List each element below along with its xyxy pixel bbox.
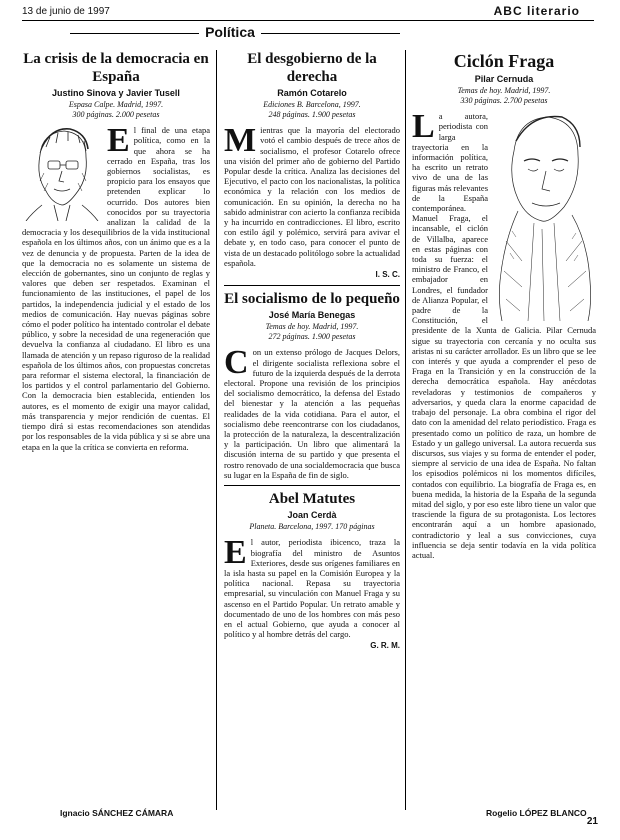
article-1	[22, 50, 210, 810]
article-1-body: l final de una etapa política, como en la que ahora se ha cerrado en España, tras los gobiernos socialistas, es propicio para los ensayos que pretenden explicar lo ocurrido. Dos autores bien conocidos por su trayectoria analizan la calidad de la democracia y los desequilibrios de la vida institucional española en los últimos años, con un ánimo que es a la vez de denuncia y de propuesta. Parten de la idea de que la democracia no es solamente un sistema de elección de gobernantes, sino un conjunto de reglas y valores que deben ser respetados. Examinan el funcionamiento de las instituciones, el papel de los partidos, la independencia judicial y el estado de los medios de comunicación. Hay nuevas páginas sobre cómo el poder político ha intentado controlar el debate público, y sobre la necesidad de una regeneración que devuelva la confianza al ciudadano. El libro es una llamada de atención y un repaso riguroso de la realidad española de los últimos años, con propuestas concretas para reformar el sistema electoral, la financiación de los partidos y el control parlamentario del Gobierno. Con la democracia bien establecida, entienden los autores, es el momento de exigir una mayor calidad, más transparencia y mejor rendición de cuentas. El tiempo dirá si estas recomendaciones son atendidas por los responsables de la vida pública y si se abre una etapa en la que la crítica se convierta en reforma.	[22, 125, 210, 452]
column-rule-1	[216, 50, 217, 810]
article-3	[224, 290, 400, 480]
article-3-authors: José María Benegas	[268, 310, 356, 321]
column-section-label	[150, 24, 310, 40]
article-4-signature: G. R. M.	[370, 641, 400, 651]
article-3-dropcap: C	[224, 344, 249, 382]
column-2	[224, 50, 400, 810]
article-4-body: l autor, periodista ibicenco, traza la biografía del ministro de Asuntos Exteriores, desde sus orígenes familiares en la isla hasta su papel en la Comisión Europea y la política nacional. Repasa su trayectoria empresarial, su vinculación con Manuel Fraga y su ascenso en el Partido Popular. Un retrato amable y documentado de uno de los hombres con más peso en el actual Gobierno, que ayuda a conocer al político y al hombre detrás del cargo.	[224, 537, 400, 640]
article-5-pages: 330 páginas. 2.700 pesetas	[460, 96, 548, 106]
article-1-publisher	[22, 100, 210, 120]
top-rule	[22, 20, 594, 21]
article-5-title: Ciclón Fraga	[453, 51, 555, 71]
separator-2	[224, 485, 400, 486]
article-5-pub-line: Temas de hoy. Madrid, 1997.	[457, 86, 551, 96]
page-number: 21	[586, 816, 598, 827]
portrait-illustration-fraga	[492, 111, 596, 321]
article-2-pub-line: Ediciones B. Barcelona, 1997.	[263, 100, 361, 110]
article-2-title: El desgobierno de la derecha	[247, 51, 377, 85]
article-1-pub-line: Espasa Calpe. Madrid, 1997.	[68, 100, 164, 110]
article-3-pages: 272 páginas. 1.900 pesetas	[268, 332, 356, 342]
article-4	[224, 490, 400, 651]
column-section-text: Política	[199, 24, 261, 40]
article-2-authors: Ramón Cotarelo	[277, 88, 347, 98]
article-3-pub-line: Temas de hoy. Madrid, 1997.	[265, 322, 359, 332]
section-name: ABC literario	[493, 4, 580, 18]
article-2-body: ientras que la mayoría del electorado votó el cambio después de trece años de socialismo, el profesor Cotarelo ofrece una visión del primer año de gobierno del Partido Popular desde la crítica. Analiza las decisiones del Ejecutivo, el pacto con los nacionalistas, la política económica y la relación con los medios de comunicación. En su opinión, la derecha no ha sabido administrar con acierto la confianza recibida y ha incurrido en contradicciones. El libro, escrito con estilo ágil y polémico, servirá para avivar el debate y, en todo caso, para conocer el punto de vista de un destacado politólogo sobre la actualidad española.	[224, 125, 400, 268]
article-4-title: Abel Matutes	[268, 491, 356, 508]
article-2-signature: I. S. C.	[375, 270, 400, 280]
column-rule-2	[405, 50, 406, 810]
article-5-signature: Rogelio LÓPEZ BLANCO	[486, 808, 587, 818]
header-date: 13 de junio de 1997	[22, 6, 110, 17]
portrait-illustration-1	[22, 125, 102, 221]
article-5-publisher	[412, 86, 596, 106]
article-1-title: La crisis de la democracia en España	[23, 51, 209, 85]
article-4-publisher: Planeta. Barcelona, 1997. 170 páginas	[249, 522, 375, 532]
separator-1	[224, 285, 400, 286]
article-4-authors: Joan Cerdà	[287, 510, 337, 521]
article-4-dropcap: E	[224, 534, 247, 572]
article-1-authors: Justino Sinova y Javier Tusell	[52, 88, 180, 98]
article-1-dropcap: E	[107, 122, 130, 160]
article-3-title: El socialismo de lo pequeño	[224, 291, 400, 308]
article-5-dropcap: L	[412, 108, 435, 146]
article-2-pages: 248 páginas. 1.900 pesetas	[268, 110, 356, 120]
article-1-pages: 300 páginas. 2.000 pesetas	[72, 110, 160, 120]
article-1-signature: Ignacio SÁNCHEZ CÁMARA	[60, 808, 174, 818]
article-5-authors: Pilar Cernuda	[474, 74, 534, 84]
article-2-dropcap: M	[224, 122, 257, 160]
article-5	[412, 50, 596, 810]
article-3-publisher	[224, 322, 400, 342]
article-5-body: a autora, periodista con larga trayectoria en la información política, ha escrito un retrato vivo de una de las figuras más relevantes de la España contemporánea. Manuel Fraga, el incansable, el ciclón de Villalba, aparece en estas páginas con toda su fuerza: el ministro de Franco, el embajador en Londres, el fundador de Alianza Popular, el padre de la Constitución, el presidente de la Xunta de Galicia. Pilar Cernuda sigue su trayectoria con cercanía y no oculta sus aristas ni su carácter arrollador. Es un libro que se lee con interés y que ayuda a comprender el peso de Fraga en la Transición y en la construcción de la derecha democrática española. Hay anécdotas reveladoras y testimonios de compañeros y adversarios, y queda clara la enorme capacidad de trabajo del personaje. La obra combina el rigor del dato con la amenidad del relato periodístico. Fraga es presentado como un político de raza, un hombre de Estado y un gallego universal. La autora recuerda sus discursos, sus viajes y su forma de entender el poder, siempre al servicio de una idea de España. No faltan los episodios polémicos ni los momentos difíciles, contados con equilibrio. La biografía de Fraga es, en buena medida, la historia de la España de la segunda mitad del siglo, y por eso este libro tiene un valor que trasciende la figura de su protagonista. Los lectores encontrarán aquí a un hombre apasionado, contradictorio y leal a sus convicciones, cuya influencia se deja sentir todavía en la vida política actual.	[412, 111, 596, 560]
article-2-publisher	[224, 100, 400, 120]
article-2	[224, 50, 400, 280]
article-3-body: on un extenso prólogo de Jacques Delors, el dirigente socialista reflexiona sobre el futuro de la izquierda después de la derrota electoral. Propone una revisión de los principios del socialismo democrático, la defensa del Estado del bienestar y la atención a las pequeñas realidades de la vida cotidiana. Para el autor, el socialismo debe reencontrarse con los ciudadanos, la protección de la naturaleza, la descentralización y la participación. Un libro que alimentará la discusión interna de su partido y que presenta el rostro renovado de una socialdemocracia que busca su lugar en la España de fin de siglo.	[224, 347, 400, 480]
